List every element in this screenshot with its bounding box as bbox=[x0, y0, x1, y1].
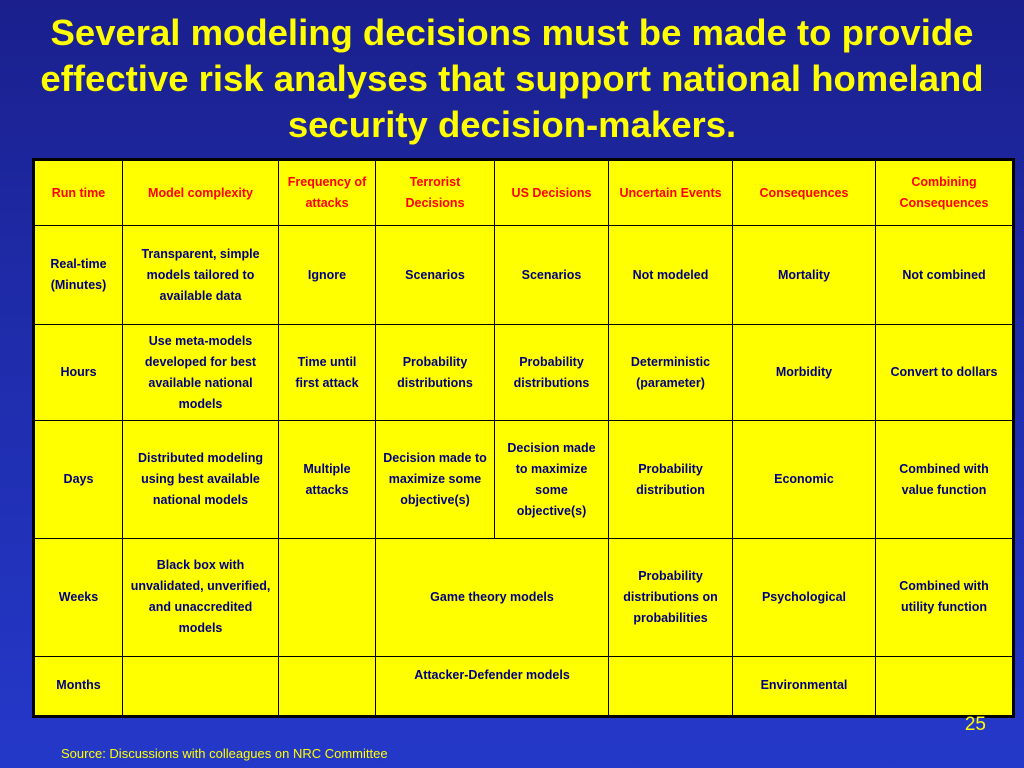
table-row-realtime bbox=[34, 226, 1014, 325]
cell-frequency-of-attacks: Time until first attack bbox=[279, 324, 376, 421]
cell-run-time: Real-time (Minutes) bbox=[34, 226, 123, 325]
cell-combining-consequences: Combined with utility function bbox=[876, 539, 1014, 657]
cell-model-complexity: Black box with unvalidated, unverified, and unaccredited models bbox=[123, 539, 279, 657]
cell-us-decisions: Probability distributions bbox=[495, 324, 609, 421]
table-row-months bbox=[34, 656, 1014, 716]
header-model-complexity: Model complexity bbox=[123, 160, 279, 226]
cell-consequences: Psychological bbox=[733, 539, 876, 657]
cell-model-complexity: Distributed modeling using best available national models bbox=[123, 421, 279, 539]
cell-model-complexity-empty bbox=[123, 656, 279, 716]
cell-consequences: Environmental bbox=[733, 656, 876, 716]
cell-frequency-of-attacks: Multiple attacks bbox=[279, 421, 376, 539]
cell-uncertain-events: Deterministic (parameter) bbox=[609, 324, 733, 421]
cell-uncertain-events: Not modeled bbox=[609, 226, 733, 325]
header-uncertain-events: Uncertain Events bbox=[609, 160, 733, 226]
table-row-weeks bbox=[34, 539, 1014, 657]
page-number: 25 bbox=[964, 714, 986, 735]
cell-uncertain-events: Probability distribution bbox=[609, 421, 733, 539]
header-run-time: Run time bbox=[34, 160, 123, 226]
cell-frequency-of-attacks-empty bbox=[279, 539, 376, 657]
cell-uncertain-events: Probability distributions on probabilities bbox=[609, 539, 733, 657]
cell-combining-consequences: Convert to dollars bbox=[876, 324, 1014, 421]
header-terrorist-decisions: Terrorist Decisions bbox=[376, 160, 495, 226]
cell-us-decisions: Scenarios bbox=[495, 226, 609, 325]
cell-us-decisions: Decision made to maximize some objective(s) bbox=[495, 421, 609, 539]
cell-consequences: Morbidity bbox=[733, 324, 876, 421]
cell-combining-consequences: Not combined bbox=[876, 226, 1014, 325]
cell-attacker-defender-models: Attacker-Defender models bbox=[376, 656, 609, 716]
cell-uncertain-events-empty bbox=[609, 656, 733, 716]
cell-terrorist-decisions: Decision made to maximize some objective(s) bbox=[376, 421, 495, 539]
slide-title: Several modeling decisions must be made to provide effective risk analyses that support national homeland security decision-makers. bbox=[40, 12, 984, 145]
header-combining-consequences: Combining Consequences bbox=[876, 160, 1014, 226]
source-note: Source: Discussions with colleagues on NRC Committee bbox=[61, 746, 388, 761]
header-consequences: Consequences bbox=[733, 160, 876, 226]
cell-run-time: Months bbox=[34, 656, 123, 716]
header-us-decisions: US Decisions bbox=[495, 160, 609, 226]
cell-run-time: Hours bbox=[34, 324, 123, 421]
cell-frequency-of-attacks-empty bbox=[279, 656, 376, 716]
cell-combining-consequences: Combined with value function bbox=[876, 421, 1014, 539]
cell-consequences: Mortality bbox=[733, 226, 876, 325]
cell-model-complexity: Use meta-models developed for best available national models bbox=[123, 324, 279, 421]
table-row-hours bbox=[34, 324, 1014, 421]
header-frequency-of-attacks: Frequency of attacks bbox=[279, 160, 376, 226]
cell-consequences: Economic bbox=[733, 421, 876, 539]
cell-terrorist-decisions: Scenarios bbox=[376, 226, 495, 325]
cell-game-theory-models: Game theory models bbox=[376, 539, 609, 657]
cell-run-time: Days bbox=[34, 421, 123, 539]
cell-combining-consequences-empty bbox=[876, 656, 1014, 716]
modeling-decisions-table bbox=[32, 158, 1015, 718]
table-row-days bbox=[34, 421, 1014, 539]
cell-run-time: Weeks bbox=[34, 539, 123, 657]
cell-terrorist-decisions: Probability distributions bbox=[376, 324, 495, 421]
cell-model-complexity: Transparent, simple models tailored to available data bbox=[123, 226, 279, 325]
cell-frequency-of-attacks: Ignore bbox=[279, 226, 376, 325]
table-header-row bbox=[34, 160, 1014, 226]
